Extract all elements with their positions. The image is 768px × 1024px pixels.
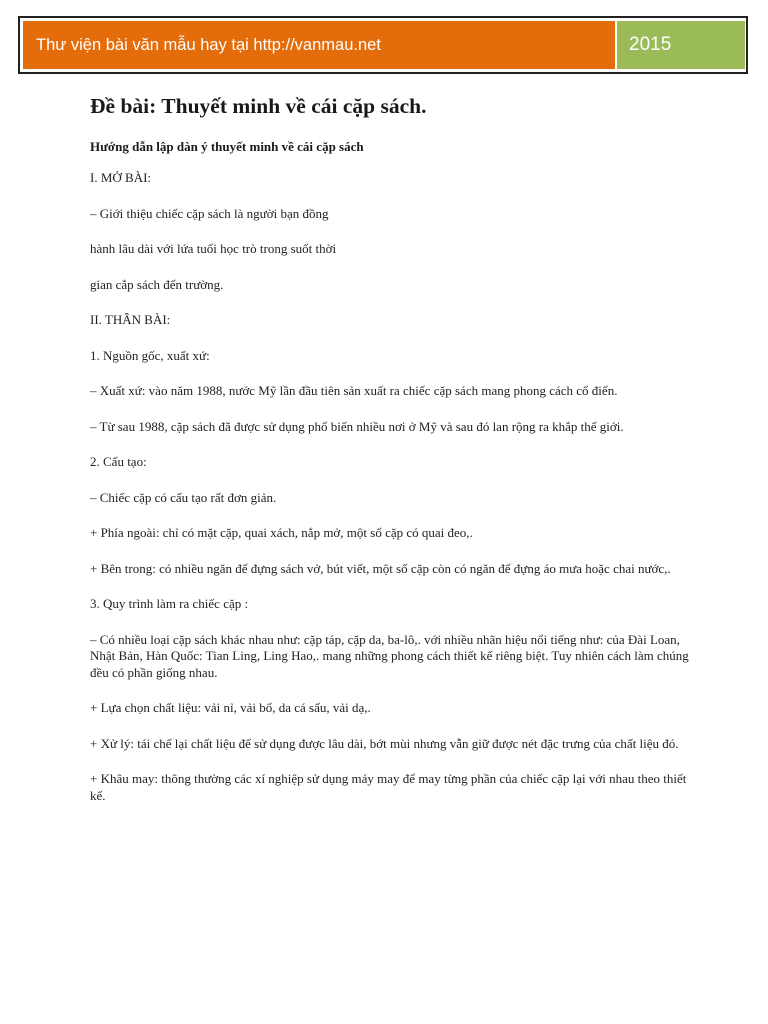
section-heading-than-bai: II. THÂN BÀI: [90, 312, 171, 327]
document-title: Đề bài: Thuyết minh về cái cặp sách. [90, 94, 427, 118]
paragraph: gian cắp sách đến trường. [90, 276, 224, 292]
paragraph: + Xử lý: tái chế lại chất liệu để sử dụng được lâu dài, bớt mùi nhưng vẫn giữ được nét đặc trưng của chất liệu đó. [90, 735, 679, 751]
document-subtitle: Hướng dẫn lập dàn ý thuyết minh về cái cặp sách [90, 139, 364, 154]
paragraph: + Khâu may: thông thường các xí nghiệp sử dụng máy may để may từng phần của chiếc cặp lại với nhau theo thiết kế. [90, 771, 687, 803]
paragraph: – Từ sau 1988, cặp sách đã được sử dụng phổ biến nhiều nơi ở Mỹ và sau đó lan rộng ra khắp thế giới. [90, 418, 624, 434]
paragraph: + Phía ngoài: chỉ có mặt cặp, quai xách, nắp mở, một số cặp có quai đeo,. [90, 525, 473, 540]
paragraph: – Có nhiều loại cặp sách khác nhau như: cặp táp, cặp da, ba-lô,. với nhiều nhãn hiệu nổi tiếng như: của Đài Loan, Nhật Bản, Hàn Quốc: Tian Ling, Ling Hao,. mang những phong cách thiết kế riêng biệt. Tuy nhiên cách làm chúng đều có phần giống nhau. [90, 631, 689, 680]
header-site-text[interactable]: Thư viện bài văn mẫu hay tại http://vanmau.net [36, 35, 381, 54]
subheading-quy-trinh: 3. Quy trình làm ra chiếc cặp : [90, 596, 249, 611]
paragraph: – Xuất xứ: vào năm 1988, nước Mỹ lần đầu tiên sản xuất ra chiếc cặp sách mang phong cách cổ điển. [90, 383, 618, 398]
paragraph: + Lựa chọn chất liệu: vải nỉ, vải bố, da cá sấu, vải dạ,. [90, 700, 371, 715]
paragraph: + Bên trong: có nhiều ngăn để đựng sách vở, bút viết, một số cặp còn có ngăn để đựng áo mưa hoặc chai nước,. [90, 560, 671, 576]
header-year: 2015 [629, 34, 672, 55]
paragraph: hành lâu dài với lứa tuổi học trò trong suốt thời [90, 241, 337, 256]
subheading-nguon-goc: 1. Nguồn gốc, xuất xứ: [90, 347, 210, 363]
page-header [18, 16, 748, 74]
subheading-cau-tao: 2. Cấu tạo: [90, 454, 147, 469]
paragraph: – Chiếc cặp có cấu tạo rất đơn giản. [90, 489, 277, 505]
header-site-band [23, 21, 615, 69]
header-year-band [617, 21, 745, 69]
document-body [90, 92, 690, 823]
paragraph: – Giới thiệu chiếc cặp sách là người bạn đồng [90, 205, 329, 221]
section-heading-mo-bai: I. MỞ BÀI: [90, 170, 152, 185]
